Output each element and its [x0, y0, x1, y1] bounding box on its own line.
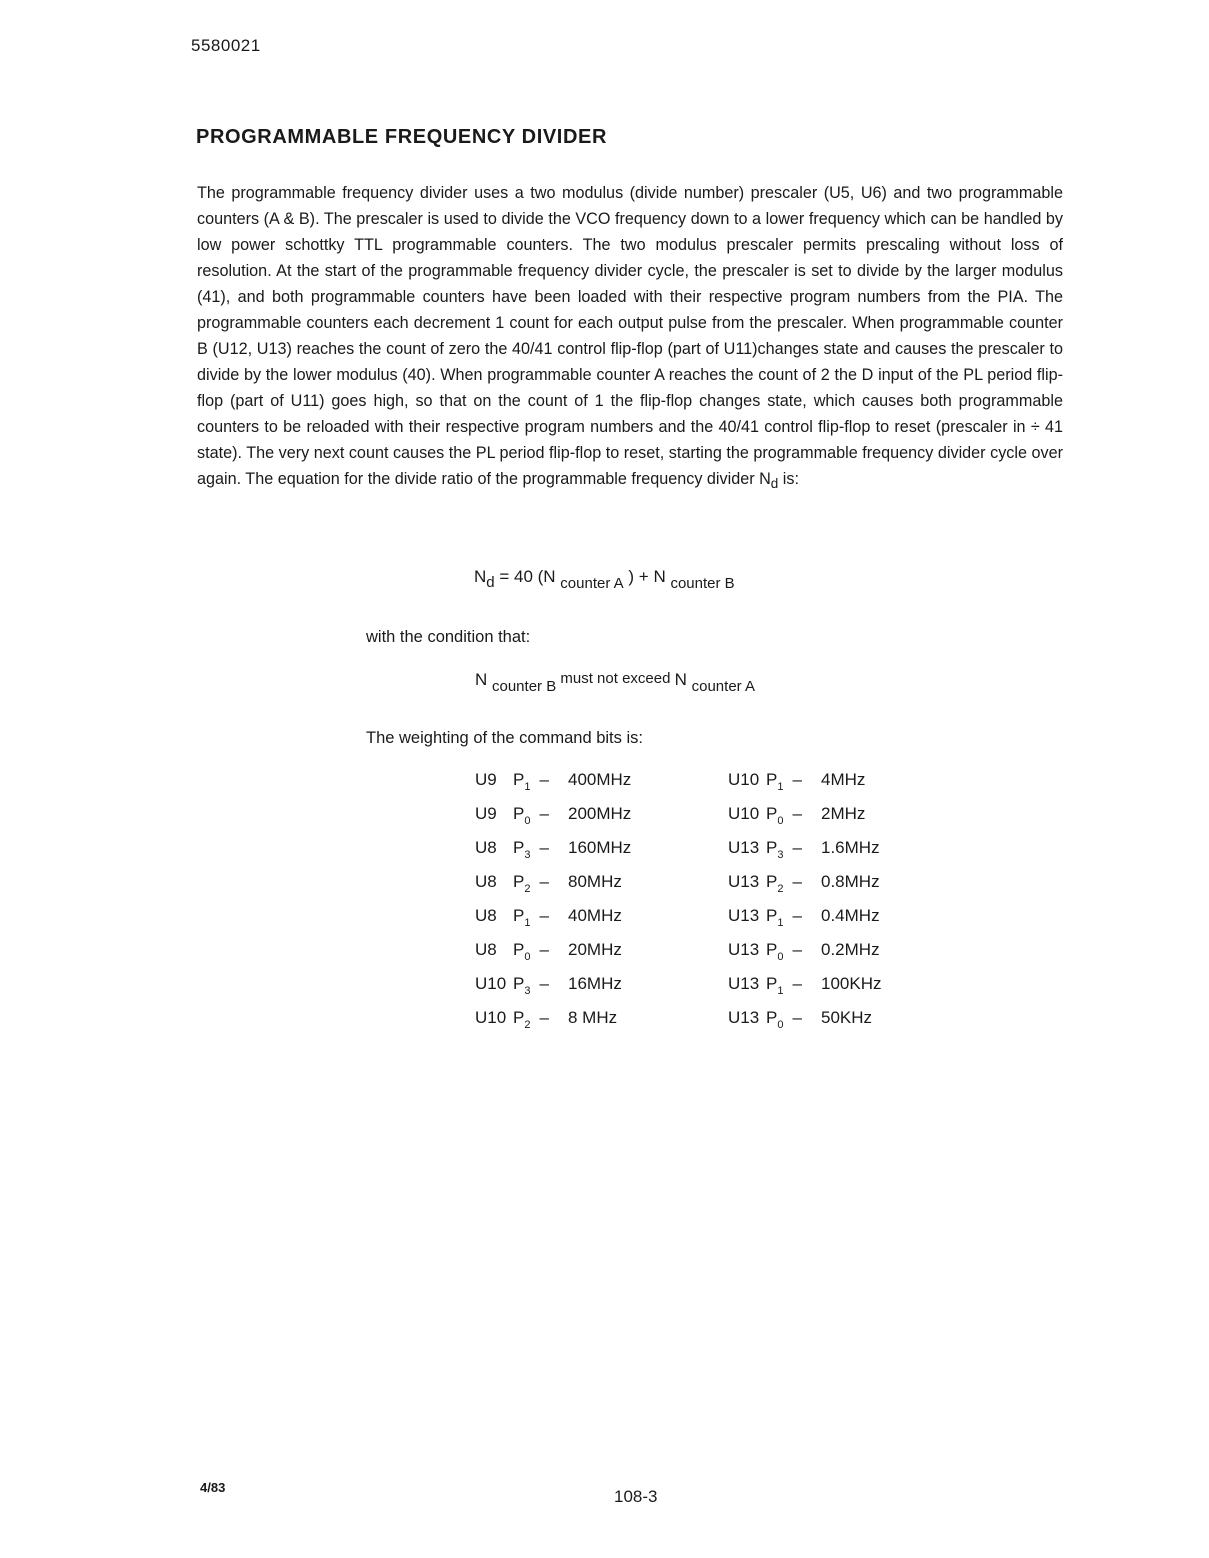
dash: –	[792, 940, 802, 959]
frequency-value: 40MHz	[568, 906, 622, 925]
dash: –	[539, 974, 549, 993]
frequency-value: 80MHz	[568, 872, 622, 891]
chip-label: U10	[475, 1008, 507, 1027]
weighting-text: The weighting of the command bits is:	[366, 729, 643, 747]
pin-letter: P	[766, 804, 778, 823]
bit-weight-row	[728, 906, 881, 940]
pin-label	[513, 804, 568, 827]
bit-weight-row	[475, 770, 631, 804]
chip-label: U10	[728, 804, 760, 823]
bit-weight-row	[728, 974, 881, 1008]
pin-label	[766, 1008, 821, 1031]
dash: –	[539, 940, 549, 959]
bit-weight-row	[728, 770, 881, 804]
pin-label	[513, 1008, 568, 1031]
chip-label: U9	[475, 804, 497, 823]
pin-subscript: 1	[777, 781, 784, 793]
dash: –	[792, 838, 802, 857]
frequency-value: 16MHz	[568, 974, 622, 993]
eq1-lhs-sub: d	[486, 574, 495, 591]
condition-text: with the condition that:	[366, 628, 531, 646]
pin-letter: P	[513, 838, 525, 857]
pin-label	[766, 804, 821, 827]
pin-letter: P	[766, 940, 778, 959]
chip-label: U9	[475, 770, 497, 789]
bit-weight-row	[475, 974, 631, 1008]
eq1-part1: = 40 (N	[494, 567, 561, 586]
frequency-value: 400MHz	[568, 770, 632, 789]
pin-letter: P	[766, 770, 778, 789]
frequency-value: 0.2MHz	[821, 940, 880, 959]
chip-label: U13	[728, 872, 760, 891]
frequency-value: 100KHz	[821, 974, 882, 993]
pin-label	[513, 872, 568, 895]
body-paragraph	[197, 180, 1063, 497]
pin-letter: P	[766, 974, 778, 993]
eq2-mid: must not exceed	[556, 670, 675, 687]
document-number: 5580021	[191, 36, 261, 55]
pin-letter: P	[766, 872, 778, 891]
dash: –	[539, 804, 549, 823]
pin-subscript: 1	[524, 781, 531, 793]
pin-letter: P	[513, 974, 525, 993]
pin-label	[513, 940, 568, 963]
condition-equation	[475, 670, 756, 695]
bit-weight-row	[728, 804, 881, 838]
bit-weight-row	[728, 1008, 881, 1042]
bit-weighting-list-right	[728, 770, 881, 1042]
pin-letter: P	[766, 838, 778, 857]
chip-label: U13	[728, 974, 760, 993]
pin-label	[766, 940, 821, 963]
chip-label: U13	[728, 940, 760, 959]
pin-label	[513, 838, 568, 861]
eq2-sub-b: counter B	[492, 678, 557, 695]
pin-subscript: 2	[777, 883, 784, 895]
pin-subscript: 0	[524, 951, 531, 963]
dash: –	[539, 872, 549, 891]
bit-weight-row	[475, 838, 631, 872]
dash: –	[792, 1008, 802, 1027]
pin-letter: P	[513, 872, 525, 891]
pin-label	[766, 872, 821, 895]
chip-label: U8	[475, 838, 497, 857]
eq1-lhs: N	[474, 567, 487, 586]
pin-subscript: 0	[777, 1019, 784, 1031]
bit-weighting-list-left	[475, 770, 631, 1042]
chip-label: U8	[475, 906, 497, 925]
pin-label	[766, 838, 821, 861]
dash: –	[539, 906, 549, 925]
pin-letter: P	[513, 1008, 525, 1027]
pin-subscript: 3	[777, 849, 784, 861]
pin-subscript: 1	[524, 917, 531, 929]
frequency-value: 8 MHz	[568, 1008, 618, 1027]
chip-label: U13	[728, 906, 760, 925]
bit-weight-row	[475, 940, 631, 974]
section-title: PROGRAMMABLE FREQUENCY DIVIDER	[196, 126, 607, 148]
dash: –	[792, 872, 802, 891]
frequency-value: 50KHz	[821, 1008, 873, 1027]
bit-weight-row	[728, 940, 881, 974]
dash: –	[539, 838, 549, 857]
pin-letter: P	[766, 1008, 778, 1027]
pin-subscript: 0	[777, 815, 784, 827]
dash: –	[792, 770, 802, 789]
frequency-value: 200MHz	[568, 804, 632, 823]
pin-subscript: 1	[777, 985, 784, 997]
dash: –	[792, 974, 802, 993]
chip-label: U13	[728, 1008, 760, 1027]
pin-letter: P	[513, 940, 525, 959]
bit-weight-row	[475, 906, 631, 940]
dash: –	[792, 906, 802, 925]
pin-label	[513, 906, 568, 929]
bit-weight-row	[475, 804, 631, 838]
pin-label	[513, 974, 568, 997]
pin-label	[513, 770, 568, 793]
chip-label: U13	[728, 838, 760, 857]
body-text: The programmable frequency divider uses a two modulus (divide number) prescaler (U5, U6) and two programmable counters (A & B). The prescaler is used to divide the VCO frequency down to a lower frequency which can be handled by low power schottky TTL programmable counters. The two modulus prescaler permits prescaling without loss of resolution. At the start of the programmable frequency divider cycle, the prescaler is set to divide by the larger modulus (41), and both programmable counters have been loaded with their respective program numbers from the PIA. The programmable counters each decrement 1 count for each output pulse from the prescaler. When programmable counter B (U12, U13) reaches the count of zero the 40/41 control flip-flop (part of U11)changes state and causes the prescaler to divide by the lower modulus (40). When programmable counter A reaches the count of 2 the D input of the PL period flip-flop (part of U11) goes high, so that on the count of 1 the flip-flop changes state, which causes both programmable counters to be reloaded with their respective program numbers and the 40/41 control flip-flop to reset (prescaler in ÷ 41 state). The very next count causes the PL period flip-flop to reset, starting the programmable frequency divider cycle over again. The equation for the divide ratio of the programmable frequency divider N	[197, 184, 1063, 488]
dash: –	[792, 804, 802, 823]
pin-label	[766, 974, 821, 997]
pin-label	[766, 770, 821, 793]
divide-ratio-equation	[474, 567, 735, 592]
eq1-sub-b: counter B	[670, 575, 735, 592]
bit-weight-row	[728, 838, 881, 872]
body-tail: is:	[778, 470, 799, 488]
chip-label: U10	[728, 770, 760, 789]
footer-date: 4/83	[200, 1480, 226, 1495]
pin-subscript: 1	[777, 917, 784, 929]
pin-subscript: 0	[777, 951, 784, 963]
eq1-sub-a: counter A	[560, 575, 624, 592]
bit-weight-row	[475, 872, 631, 906]
eq2-sub-a: counter A	[691, 678, 756, 695]
chip-label: U10	[475, 974, 507, 993]
pin-letter: P	[513, 804, 525, 823]
body-subscript: d	[770, 476, 779, 492]
pin-subscript: 2	[524, 883, 531, 895]
frequency-value: 0.8MHz	[821, 872, 880, 891]
chip-label: U8	[475, 940, 497, 959]
pin-subscript: 2	[524, 1019, 531, 1031]
eq2-n1: N	[475, 670, 492, 689]
frequency-value: 1.6MHz	[821, 838, 880, 857]
pin-letter: P	[766, 906, 778, 925]
page-number: 108-3	[614, 1487, 658, 1506]
pin-letter: P	[513, 770, 525, 789]
frequency-value: 160MHz	[568, 838, 632, 857]
bit-weight-row	[475, 1008, 631, 1042]
dash: –	[539, 1008, 549, 1027]
bit-weight-row	[728, 872, 881, 906]
frequency-value: 20MHz	[568, 940, 622, 959]
pin-letter: P	[513, 906, 525, 925]
dash: –	[539, 770, 549, 789]
pin-subscript: 3	[524, 985, 531, 997]
frequency-value: 2MHz	[821, 804, 866, 823]
eq1-part2: ) + N	[623, 567, 671, 586]
frequency-value: 0.4MHz	[821, 906, 880, 925]
pin-label	[766, 906, 821, 929]
frequency-value: 4MHz	[821, 770, 866, 789]
chip-label: U8	[475, 872, 497, 891]
eq2-n2: N	[674, 670, 692, 689]
pin-subscript: 0	[524, 815, 531, 827]
pin-subscript: 3	[524, 849, 531, 861]
